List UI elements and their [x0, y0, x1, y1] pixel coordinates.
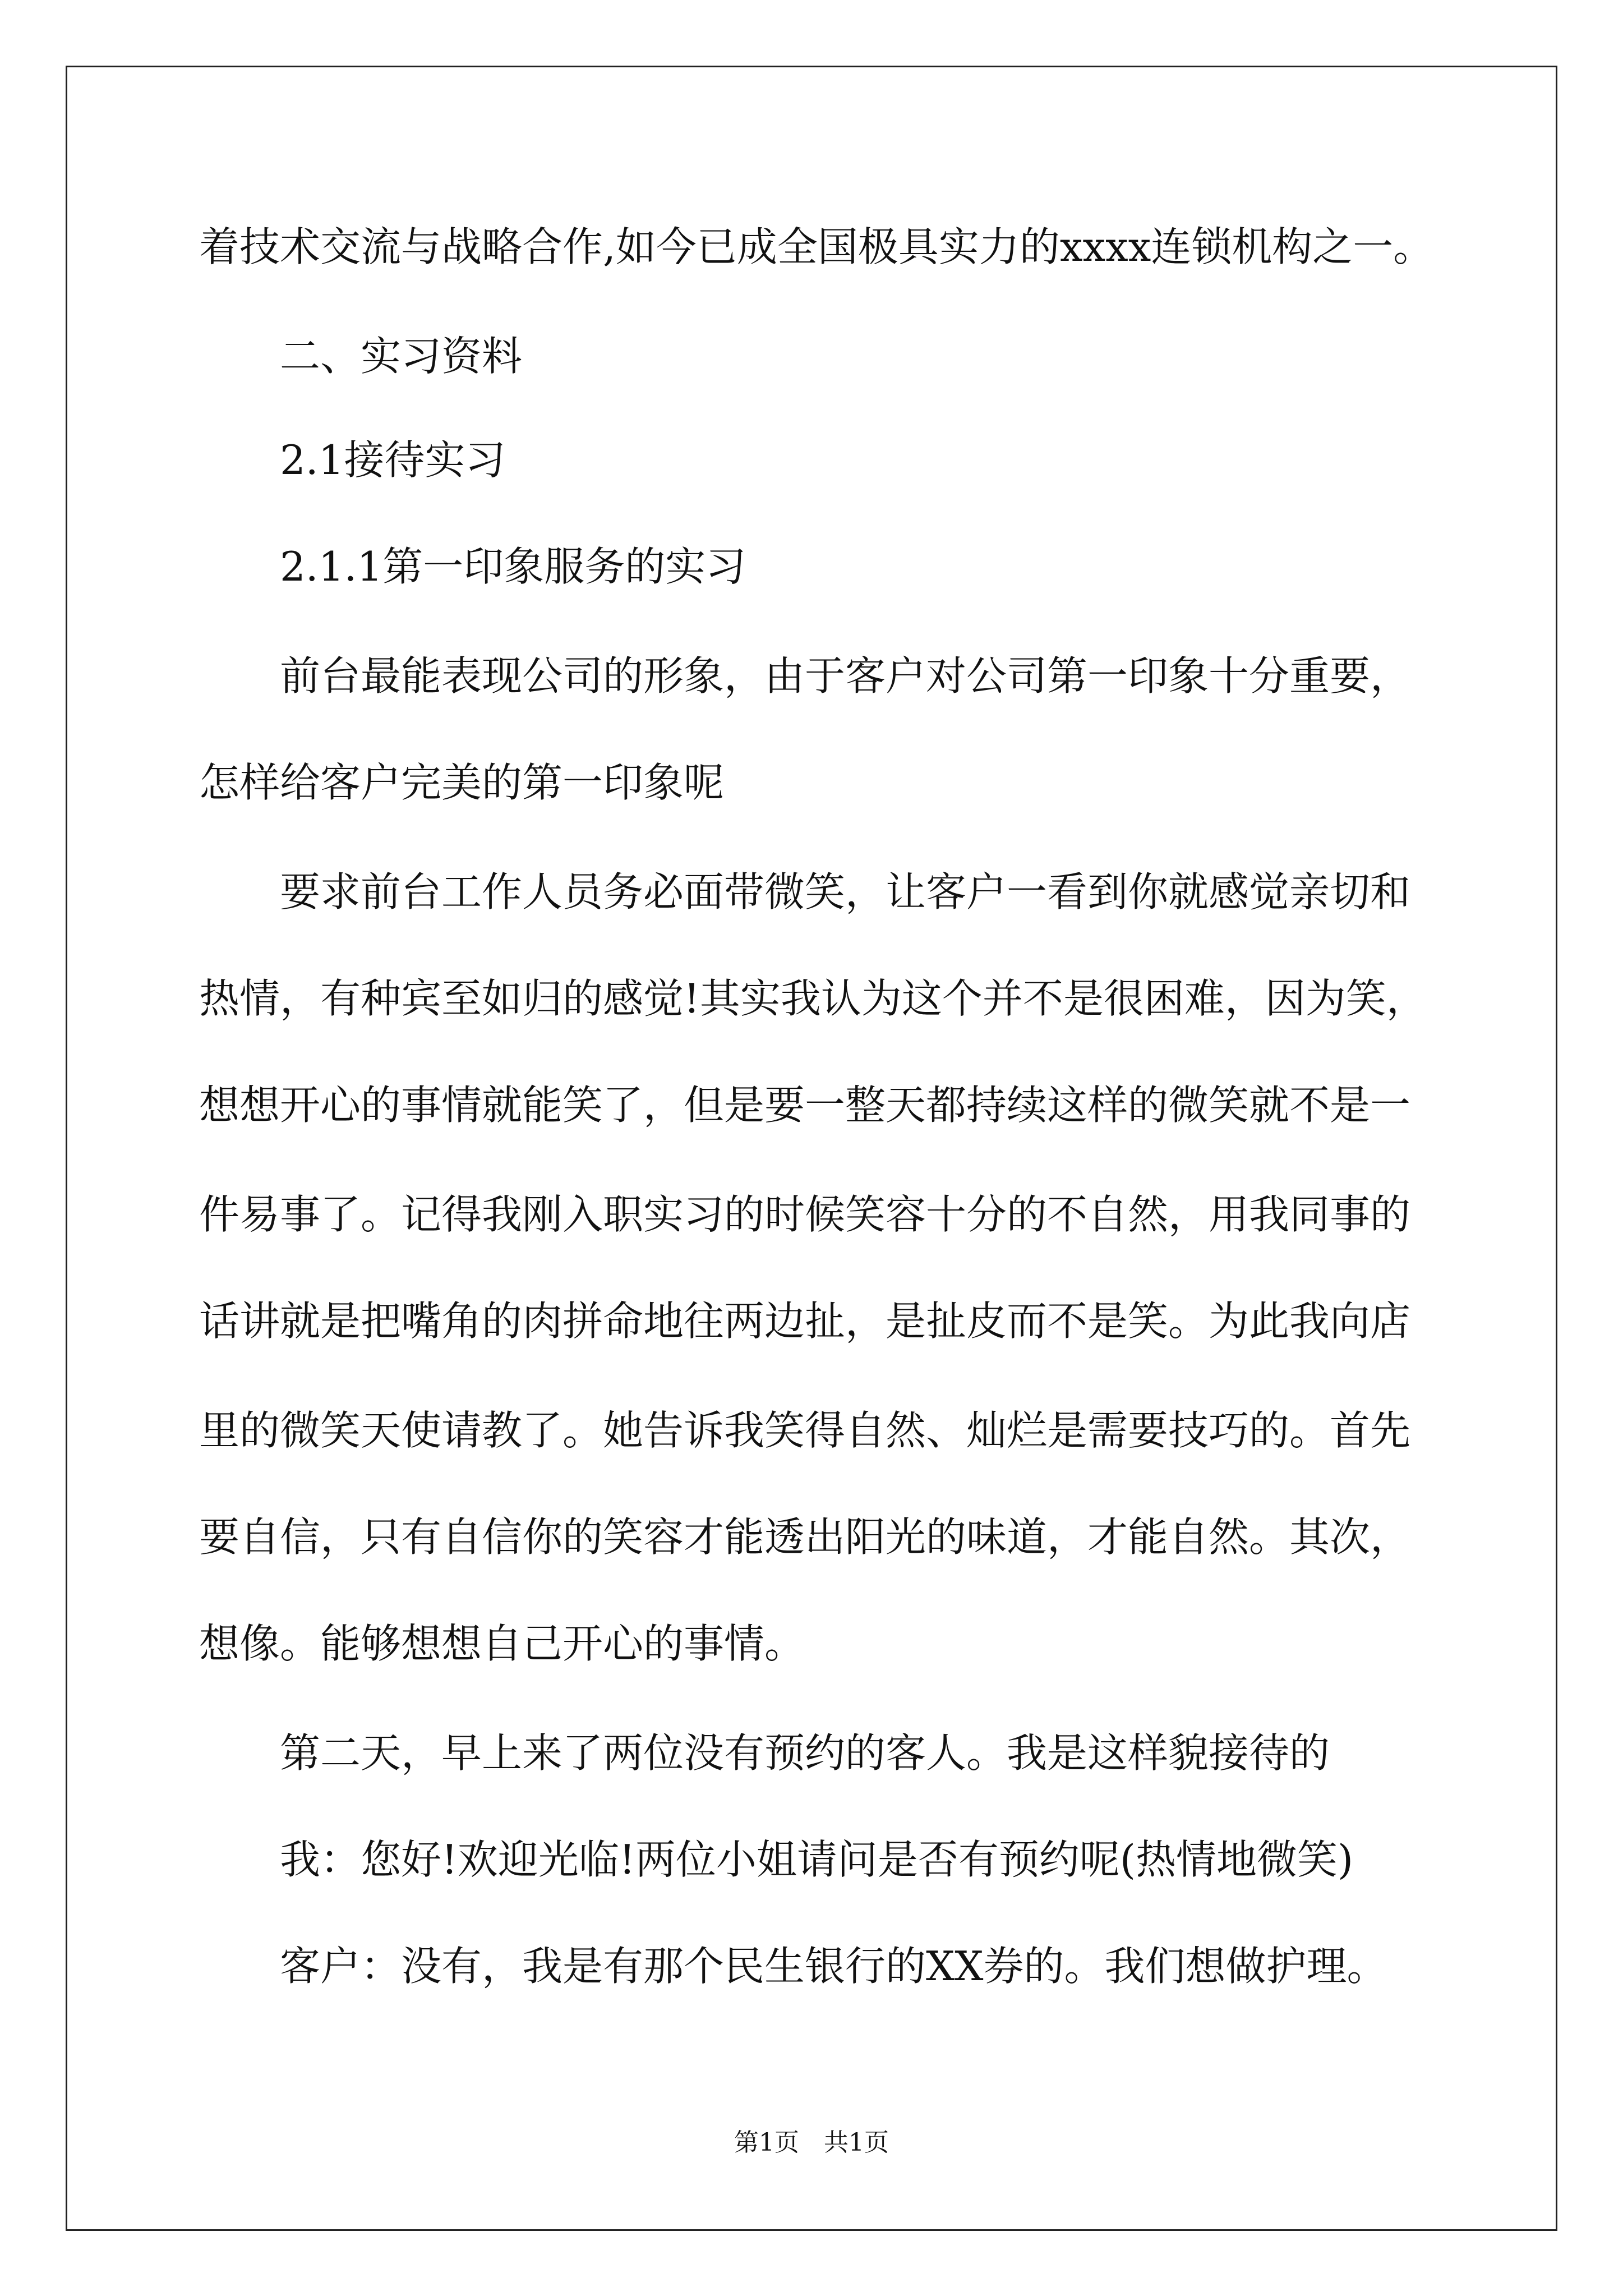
page-number-footer: 第1页 共1页	[734, 2128, 889, 2157]
paragraph-line-13: 要自信，只有自信你的笑容才能透出阳光的味道，才能自然。其次，	[199, 1513, 1411, 1561]
paragraph-line-14: 想像。能够想想自己开心的事情。	[199, 1620, 805, 1667]
paragraph-line-5: 前台最能表现公司的形象，由于客户对公司第一印象十分重要，	[280, 652, 1411, 700]
section-heading-2: 二、实习资料	[280, 333, 523, 380]
paragraph-line-12: 里的微笑天使请教了。她告诉我笑得自然、灿烂是需要技巧的。首先	[199, 1407, 1411, 1454]
paragraph-line-10: 件易事了。记得我刚入职实习的时候笑容十分的不自然，用我同事的	[199, 1191, 1411, 1238]
subsection-heading-2-1-1: 2.1.1第一印象服务的实习	[280, 543, 746, 590]
paragraph-line-8: 热情，有种宾至如归的感觉!其实我认为这个并不是很困难，因为笑，	[199, 975, 1427, 1022]
dialogue-line-me: 我：您好!欢迎光临!两位小姐请问是否有预约呢(热情地微笑)	[280, 1836, 1354, 1883]
paragraph-line-6: 怎样给客户完美的第一印象呢	[199, 759, 725, 806]
paragraph-line-15: 第二天，早上来了两位没有预约的客人。我是这样貌接待的	[280, 1729, 1330, 1777]
subsection-heading-2-1: 2.1接待实习	[280, 436, 506, 484]
paragraph-line-1: 着技术交流与战略合作,如今已成全国极具实力的xxxx连锁机构之一。	[199, 223, 1434, 270]
paragraph-line-11: 话讲就是把嘴角的肉拼命地往两边扯，是扯皮而不是笑。为此我向店	[199, 1297, 1411, 1345]
page-border	[66, 66, 1557, 2231]
paragraph-line-9: 想想开心的事情就能笑了，但是要一整天都持续这样的微笑就不是一	[199, 1082, 1411, 1129]
dialogue-line-customer: 客户：没有，我是有那个民生银行的XX券的。我们想做护理。	[280, 1943, 1387, 1990]
paragraph-line-7: 要求前台工作人员务必面带微笑，让客户一看到你就感觉亲切和	[280, 868, 1411, 915]
